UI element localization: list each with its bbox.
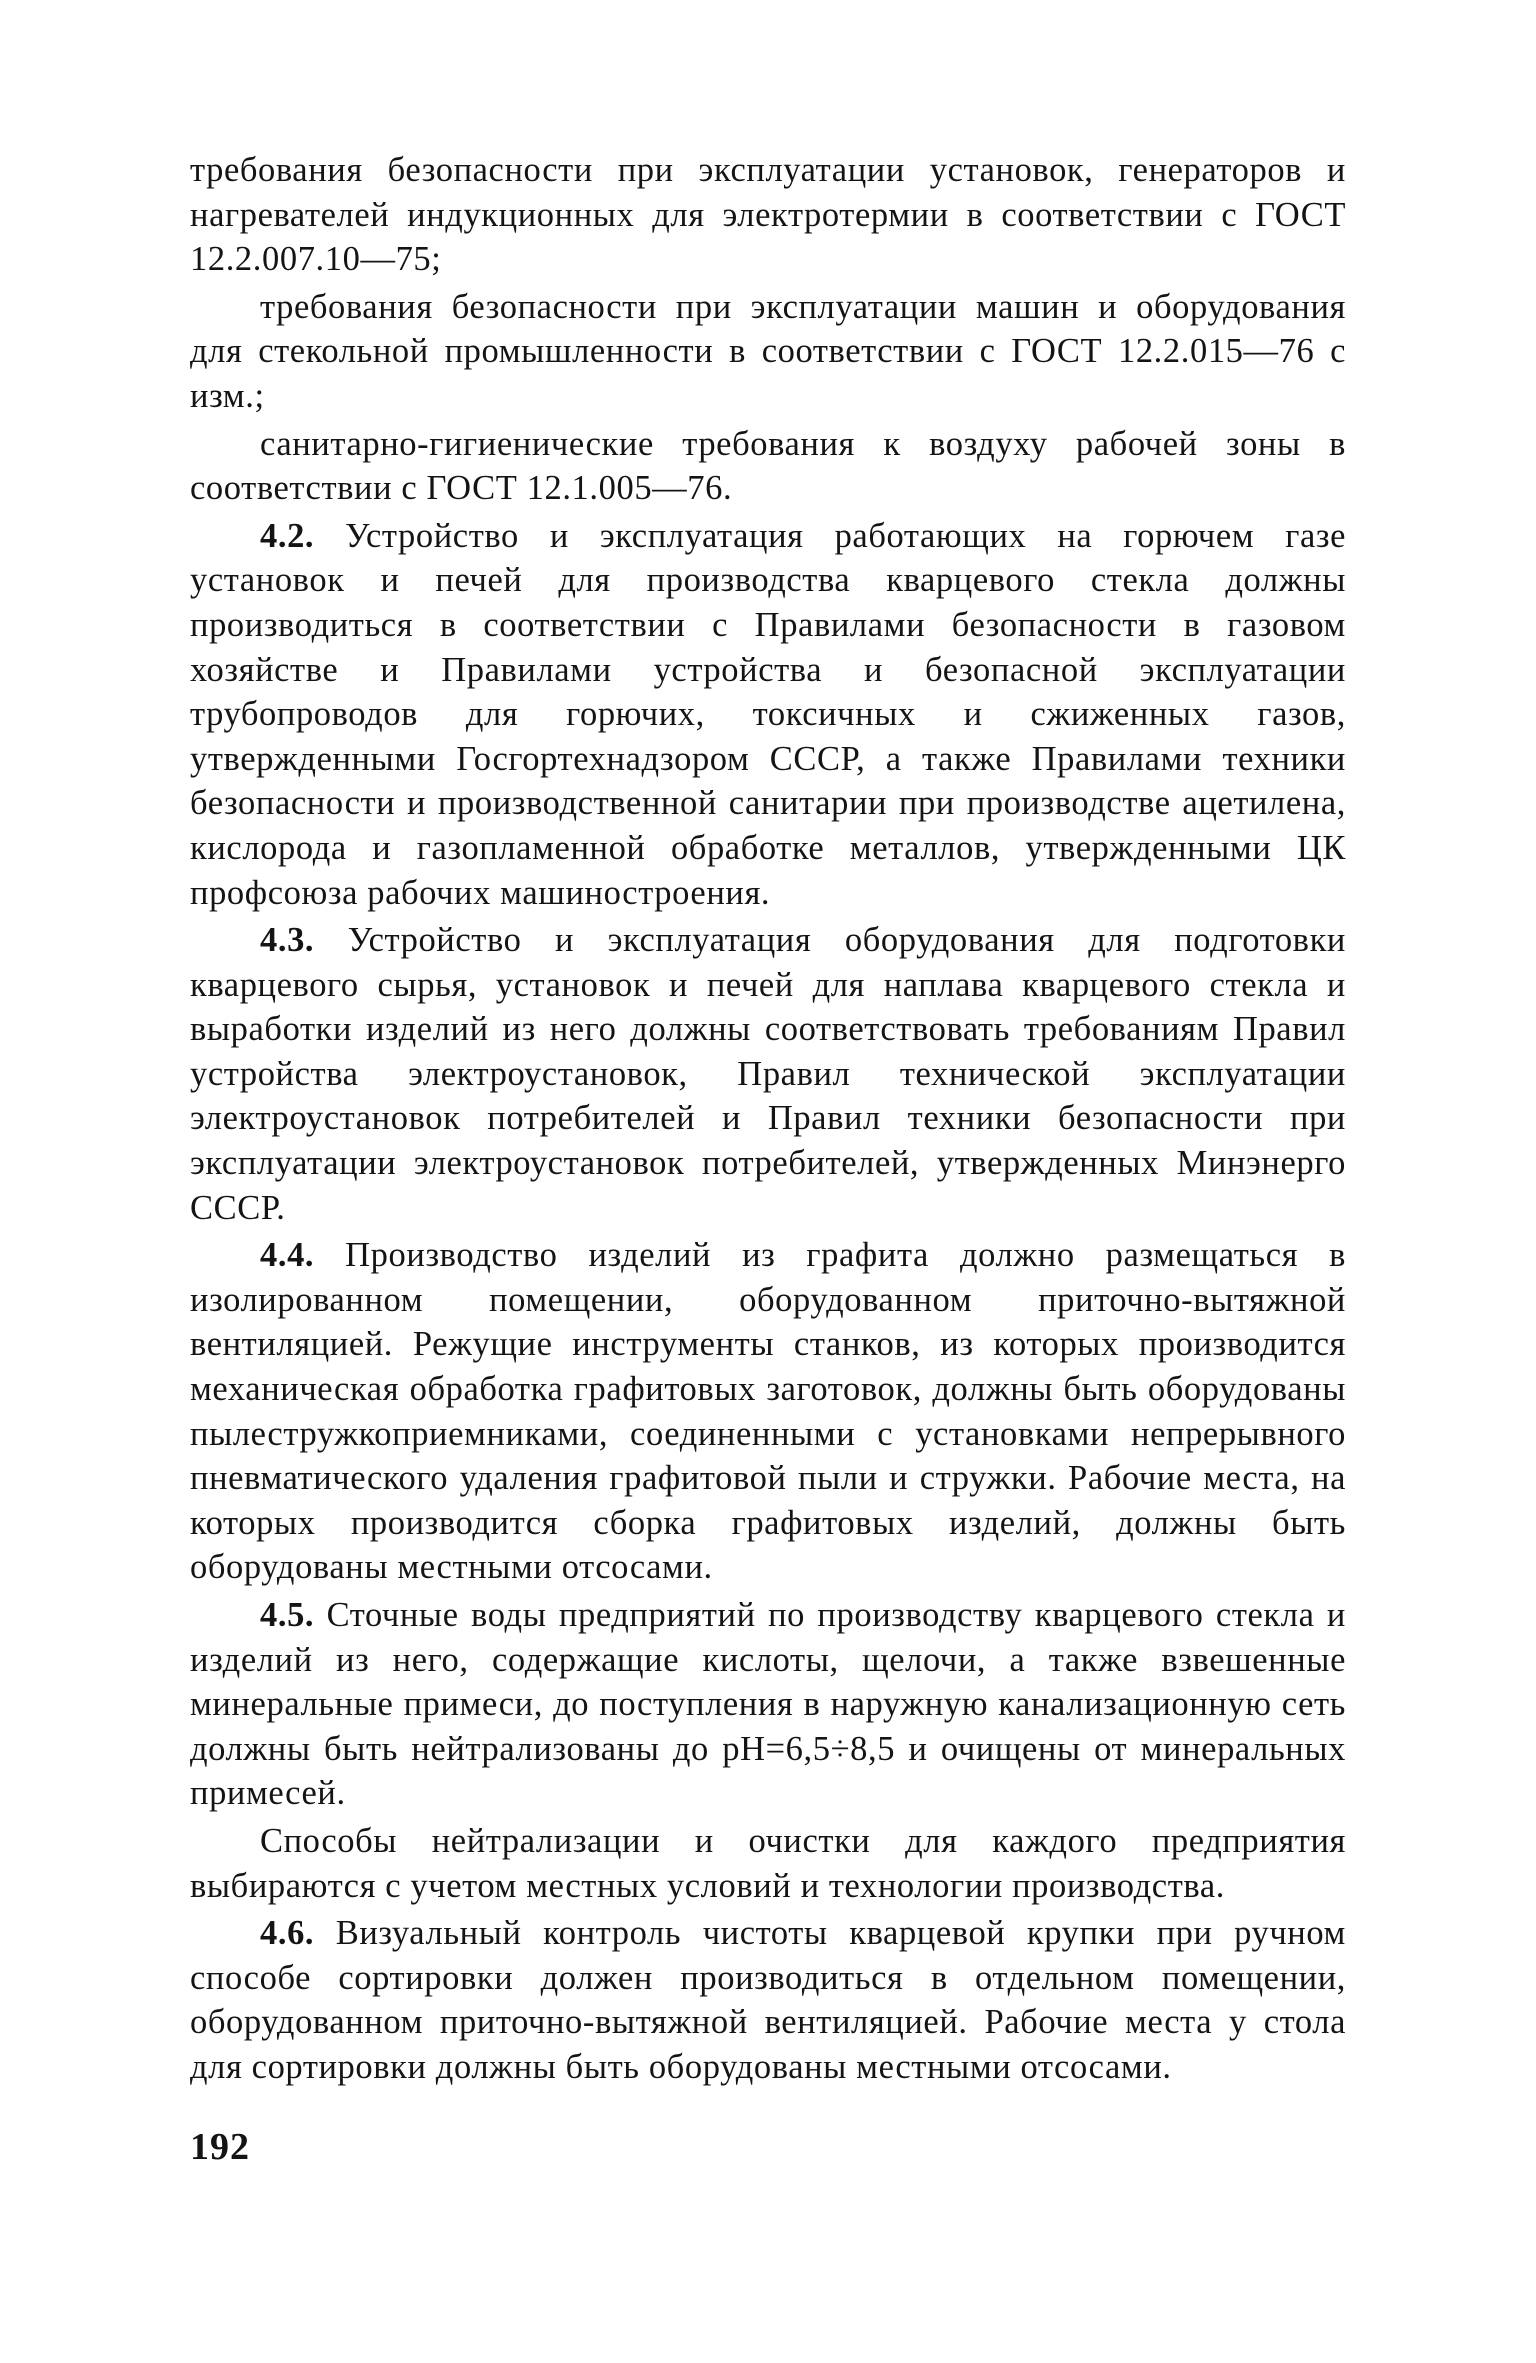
paragraph-text: требования безопасности при эксплуатации машин и оборудования для стекольной промышленности в соответствии с ГОСТ 12.2.015—76 с изм.; bbox=[190, 287, 1346, 415]
paragraph-text: Визуальный контроль чистоты кварцевой крупки при ручном способе сортировки должен производиться в отдельном помещении, оборудованном приточно-вытяжной вентиляцией. Рабочие места у стола для сортировки должны быть оборудованы местными отсосами. bbox=[190, 1914, 1346, 2086]
paragraph-neutralization-methods bbox=[190, 1819, 1346, 1908]
page-number: 192 bbox=[190, 2126, 250, 2168]
section-4-4 bbox=[190, 1233, 1346, 1590]
paragraph-gost-glass-machines bbox=[190, 285, 1346, 419]
section-4-3 bbox=[190, 918, 1346, 1230]
paragraph-text: Устройство и эксплуатация работающих на горючем газе установок и печей для производства кварцевого стекла должны производиться в соответствии с Правилами безопасности в газовом хозяйстве и Правилами устройства и безопасной эксплуатации трубопроводов для горючих, токсичных и сжиженных газов, утвержденными Госгортехнадзором СССР, а также Правилами техники безопасности и производственной санитарии при производстве ацетилена, кислорода и газопламенной обработке металлов, утвержденными ЦК профсоюза рабочих машиностроения. bbox=[190, 516, 1346, 912]
paragraph-text: санитарно-гигиенические требования к воздуху рабочей зоны в соответствии с ГОСТ 12.1.005—76. bbox=[190, 424, 1346, 508]
paragraph-text: требования безопасности при эксплуатации установок, генераторов и нагревателей индукционных для электротермии в соответствии с ГОСТ 12.2.007.10—75; bbox=[190, 151, 1346, 279]
page-body bbox=[190, 148, 1346, 2093]
section-number: 4.6. bbox=[260, 1914, 315, 1953]
section-4-2 bbox=[190, 514, 1346, 915]
paragraph-text: Производство изделий из графита должно размещаться в изолированном помещении, оборудованном приточно-вытяжной вентиляцией. Режущие инструменты станков, из которых производится механическая обработка графитовых заготовок, должны быть оборудованы пылестружкоприемниками, соединенными с установками непрерывного пневматического удаления графитовой пыли и стружки. Рабочие места, на которых производится сборка графитовых изделий, должны быть оборудованы местными отсосами. bbox=[190, 1236, 1346, 1587]
paragraph-text: Устройство и эксплуатация оборудования для подготовки кварцевого сырья, установок и печей для наплава кварцевого стекла и выработки изделий из него должны соответствовать требованиям Правил устройства электроустановок, Правил технической эксплуатации электроустановок потребителей и Правил техники безопасности при эксплуатации электроустановок потребителей, утвержденных Минэнерго СССР. bbox=[190, 921, 1346, 1227]
paragraph-text: Способы нейтрализации и очистки для каждого предприятия выбираются с учетом местных условий и технологии производства. bbox=[190, 1821, 1346, 1905]
section-number: 4.3. bbox=[260, 921, 315, 960]
section-4-6 bbox=[190, 1911, 1346, 2089]
section-number: 4.2. bbox=[260, 516, 315, 555]
paragraph-text: Сточные воды предприятий по производству кварцевого стекла и изделий из него, содержащие кислоты, щелочи, а также взвешенные минеральные примеси, до поступления в наружную канализационную сеть должны быть нейтрализованы до pH=6,5÷8,5 и очищены от минеральных примесей. bbox=[190, 1596, 1346, 1813]
section-number: 4.5. bbox=[260, 1596, 315, 1634]
section-number: 4.4. bbox=[260, 1236, 315, 1275]
section-4-5 bbox=[190, 1593, 1346, 1816]
paragraph-gost-induction bbox=[190, 148, 1346, 282]
paragraph-gost-air bbox=[190, 422, 1346, 511]
